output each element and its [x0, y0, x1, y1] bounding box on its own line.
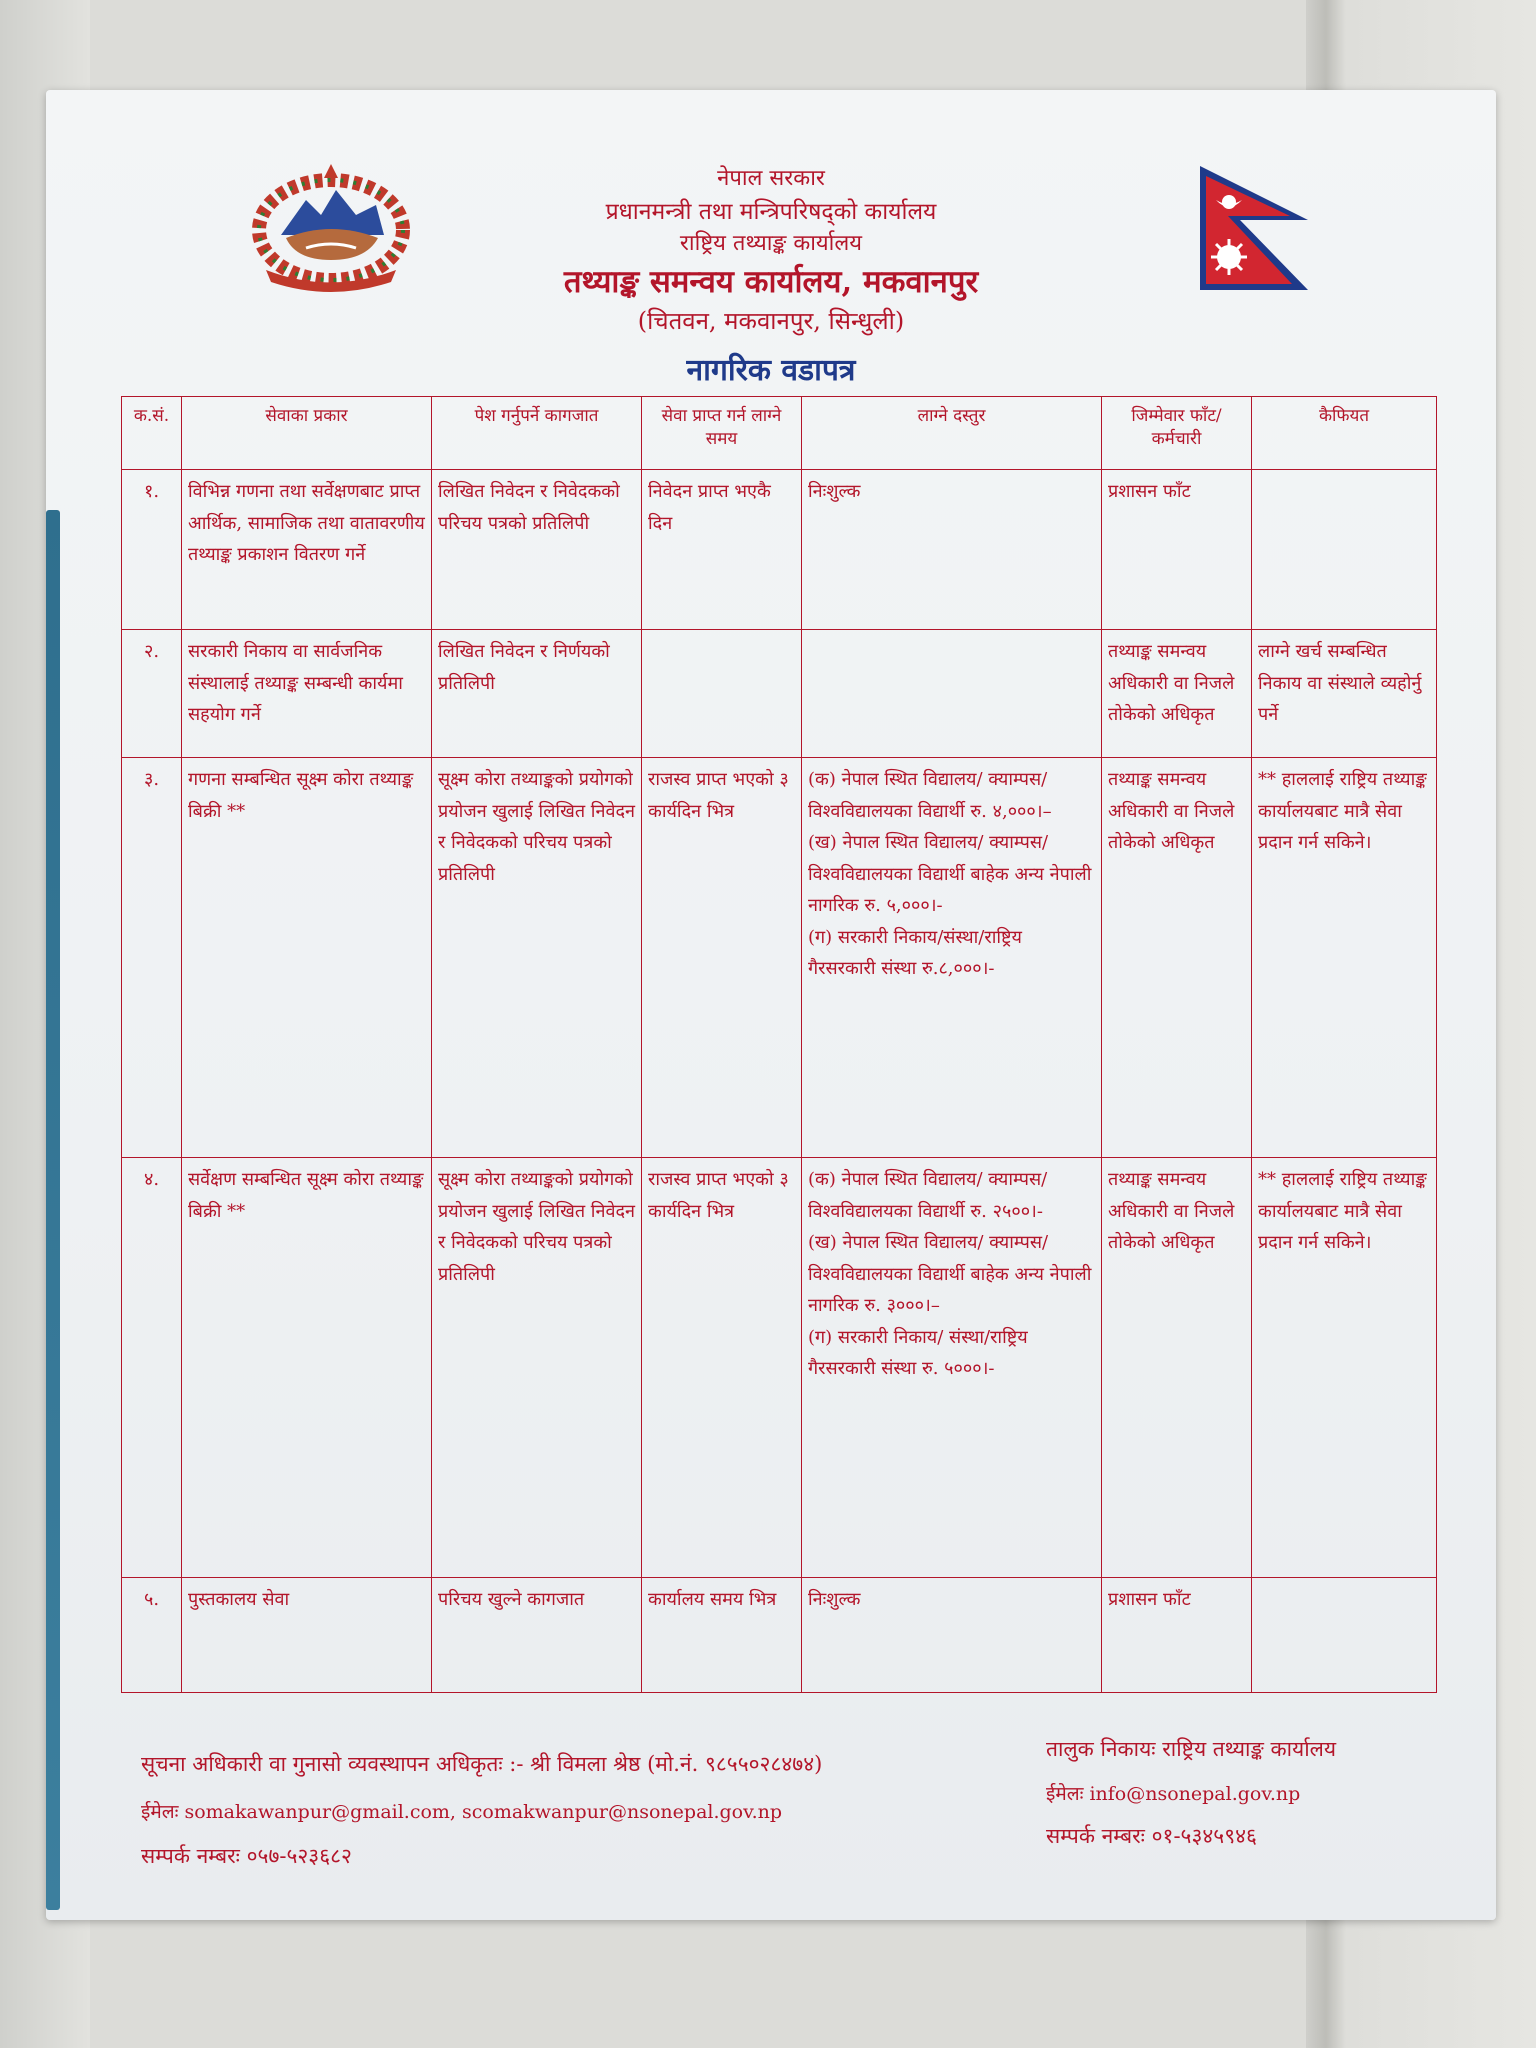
column-header: लाग्ने दस्तुर [802, 397, 1102, 470]
table-row [122, 470, 1437, 630]
column-header: सेवाका प्रकार [182, 397, 432, 470]
service-type: सरकारी निकाय वा सार्वजनिक संस्थालाई तथ्याङ्क सम्बन्धी कार्यमा सहयोग गर्ने [182, 630, 432, 758]
service-time: राजस्व प्राप्त भएको ३ कार्यदिन भित्र [642, 1158, 802, 1578]
parent-office-phone: सम्पर्क नम्बरः ०१-५३४५९४६ [1046, 1824, 1257, 1848]
districts: (चितवन, मकवानपुर, सिन्धुली) [637, 307, 905, 335]
office-phone: सम्पर्क नम्बरः ०५७-५२३६८२ [141, 1844, 352, 1868]
fee [802, 630, 1102, 758]
fee-line: (ग) सरकारी निकाय/संस्था/राष्ट्रिय गैरसरकारी संस्था रु.८,०००।- [808, 926, 1022, 979]
fee-line: निःशुल्क [808, 1589, 861, 1610]
fee-line: निःशुल्क [808, 481, 861, 502]
table-header-row [122, 397, 1437, 470]
parent-office: तालुक निकायः राष्ट्रिय तथ्याङ्क कार्यालय [1046, 1737, 1337, 1761]
service-type: गणना सम्बन्धित सूक्ष्म कोरा तथ्याङ्क बिक्री ** [182, 758, 432, 1158]
remarks [1252, 1578, 1437, 1693]
fee [802, 1578, 1102, 1693]
service-time [642, 630, 802, 758]
service-time: निवेदन प्राप्त भएकै दिन [642, 470, 802, 630]
required-documents: लिखित निवेदन र निवेदकको परिचय पत्रको प्रतिलिपी [432, 470, 642, 630]
service-type: विभिन्न गणना तथा सर्वेक्षणबाट प्राप्त आर्थिक, सामाजिक तथा वातावरणीय तथ्याङ्क प्रकाशन वितरण गर्ने [182, 470, 432, 630]
fee-line: (क) नेपाल स्थित विद्यालय/ क्याम्पस/विश्वविद्यालयका विद्यार्थी रु. २५००।- [808, 1169, 1048, 1222]
charter-table [121, 396, 1437, 1693]
column-header: सेवा प्राप्त गर्न लाग्ने समय [642, 397, 802, 470]
table-row [122, 630, 1437, 758]
fee [802, 758, 1102, 1158]
responsible-section: प्रशासन फाँट [1102, 1578, 1252, 1693]
required-documents: सूक्ष्म कोरा तथ्याङ्कको प्रयोगको प्रयोजन खुलाई लिखित निवेदन र निवेदकको परिचय पत्रको प्रतिलिपी [432, 758, 642, 1158]
government-name: नेपाल सरकार [717, 166, 825, 191]
responsible-section: प्रशासन फाँट [1102, 470, 1252, 630]
column-header: पेश गर्नुपर्ने कागजात [432, 397, 642, 470]
service-time: कार्यालय समय भित्र [642, 1578, 802, 1693]
required-documents: लिखित निवेदन र निर्णयको प्रतिलिपी [432, 630, 642, 758]
service-type: पुस्तकालय सेवा [182, 1578, 432, 1693]
fee [802, 1158, 1102, 1578]
serial-number: ४. [122, 1158, 182, 1578]
serial-number: २. [122, 630, 182, 758]
citizen-charter-poster [46, 90, 1496, 1920]
service-type: सर्वेक्षण सम्बन्धित सूक्ष्म कोरा तथ्याङ्क बिक्री ** [182, 1158, 432, 1578]
remarks: ** हाललाई राष्ट्रिय तथ्याङ्क कार्यालयबाट मात्रै सेवा प्रदान गर्न सकिने। [1252, 758, 1437, 1158]
column-header: कैफियत [1252, 397, 1437, 470]
required-documents: परिचय खुल्ने कागजात [432, 1578, 642, 1693]
fee-line: (क) नेपाल स्थित विद्यालय/ क्याम्पस/ विश्वविद्यालयका विद्यार्थी रु. ४,०००।– [808, 769, 1052, 822]
poster-edge-strip [46, 510, 60, 1910]
fee-line: (ख) नेपाल स्थित विद्यालय/ क्याम्पस/विश्वविद्यालयका विद्यार्थी बाहेक अन्य नेपाली नागरिक रु. ३०००।– [808, 1232, 1092, 1316]
column-header: क.सं. [122, 397, 182, 470]
remarks: ** हाललाई राष्ट्रिय तथ्याङ्क कार्यालयबाट मात्रै सेवा प्रदान गर्न सकिने। [1252, 1158, 1437, 1578]
page-title: नागरिक वडापत्र [686, 353, 856, 388]
table-row [122, 1158, 1437, 1578]
fee-line: (ख) नेपाल स्थित विद्यालय/ क्याम्पस/ विश्वविद्यालयका विद्यार्थी बाहेक अन्य नेपाली नागरिक रु. ५,०००।- [808, 832, 1092, 916]
remarks: लाग्ने खर्च सम्बन्धित निकाय वा संस्थाले व्यहोर्नु पर्ने [1252, 630, 1437, 758]
parent-office-email: ईमेलः info@nsonepal.gov.np [1046, 1783, 1301, 1805]
responsible-section: तथ्याङ्क समन्वय अधिकारी वा निजले तोकेको अधिकृत [1102, 758, 1252, 1158]
table-row [122, 1578, 1437, 1693]
required-documents: सूक्ष्म कोरा तथ्याङ्कको प्रयोगको प्रयोजन खुलाई लिखित निवेदन र निवेदकको परिचय पत्रको प्रतिलिपी [432, 1158, 642, 1578]
column-header: जिम्मेवार फाँट/कर्मचारी [1102, 397, 1252, 470]
fee-line: (ग) सरकारी निकाय/ संस्था/राष्ट्रिय गैरसरकारी संस्था रु. ५०००।- [808, 1326, 1028, 1379]
responsible-section: तथ्याङ्क समन्वय अधिकारी वा निजले तोकेको अधिकृत [1102, 630, 1252, 758]
table-row [122, 758, 1437, 1158]
serial-number: ५. [122, 1578, 182, 1693]
information-officer: सूचना अधिकारी वा गुनासो व्यवस्थापन अधिकृतः :- श्री विमला श्रेष्ठ (मो.नं. ९८५५०२८४७४) [141, 1752, 823, 1776]
serial-number: १. [122, 470, 182, 630]
responsible-section: तथ्याङ्क समन्वय अधिकारी वा निजले तोकेको अधिकृत [1102, 1158, 1252, 1578]
nso-name: राष्ट्रिय तथ्याङ्क कार्यालय [679, 231, 863, 256]
remarks [1252, 470, 1437, 630]
office-email: ईमेलः somakawanpur@gmail.com, scomakwanpur@nsonepal.gov.np [141, 1801, 783, 1823]
service-time: राजस्व प्राप्त भएको ३ कार्यदिन भित्र [642, 758, 802, 1158]
ministry-name: प्रधानमन्त्री तथा मन्त्रिपरिषद्को कार्यालय [605, 199, 937, 225]
serial-number: ३. [122, 758, 182, 1158]
fee [802, 470, 1102, 630]
office-name: तथ्याङ्क समन्वय कार्यालय, मकवानपुर [563, 264, 979, 300]
